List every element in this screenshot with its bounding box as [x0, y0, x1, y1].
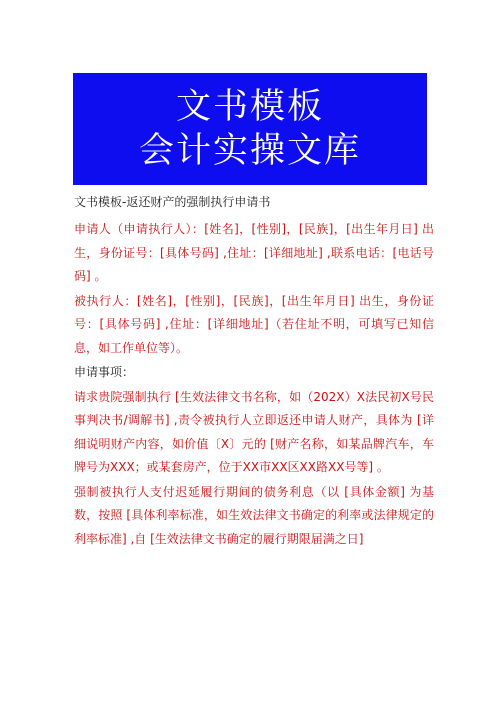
- request-item-2: 强制被执行人支付迟延履行期间的债务利息（以 [具体金额] 为基数，按照 [具体利率标准，如生效法律文书确定的利率或法律规定的利率标准] ,自 [生效法律文书确定的履行期限届满之日]: [74, 484, 434, 546]
- applicant-paragraph: 申请人（申请执行人）：[姓名]，[性别]，[民族]，[出生年月日] 出生，身份证号：[具体号码] ,住址：[详细地址] ,联系电话：[电话号码] 。: [74, 222, 434, 283]
- banner-title-line1: 文书模板: [175, 87, 324, 127]
- document-title: 文书模板-返还财产的强制执行申请书: [74, 195, 271, 209]
- items-heading: 申请事项：: [74, 365, 135, 379]
- request-item-1: 请求贵院强制执行 [生效法律文书名称，如（202X）X法民初X号民事判决书/调解书] ,责令被执行人立即返还申请人财产，具体为 [详细说明财产内容，如价值〔X〕元的 [财产名称，如某品牌汽车，车牌号为XXX；或某套房产，位于XX市XX区XX路XX号等] 。: [74, 389, 434, 474]
- document-body: [74, 192, 434, 552]
- respondent-paragraph: 被执行人：[姓名]，[性别]，[民族]，[出生年月日] 出生，身份证号：[具体号码] ,住址：[详细地址]（若住址不明，可填写已知信息，如工作单位等）。: [74, 293, 434, 355]
- banner-title-line2: 会计实操文库: [138, 131, 361, 171]
- header-banner: [73, 73, 427, 185]
